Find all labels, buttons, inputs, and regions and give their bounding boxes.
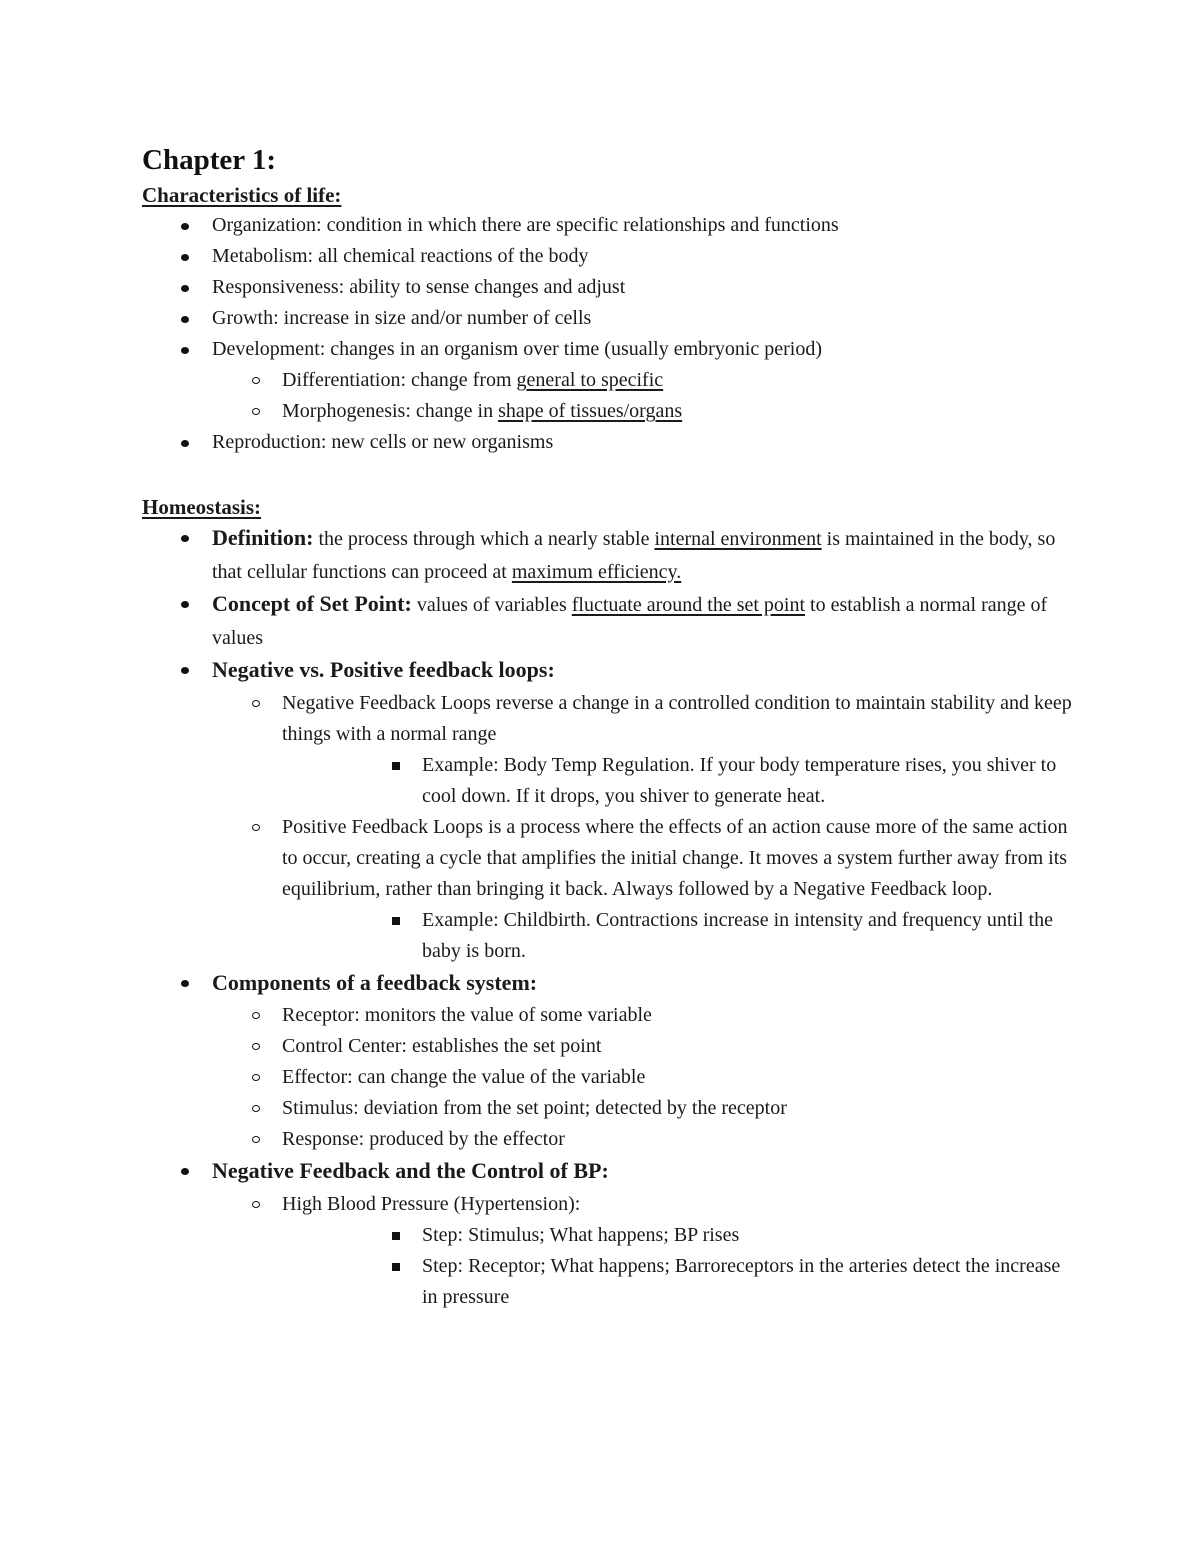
homeostasis-heading: Homeostasis: bbox=[142, 495, 261, 519]
characteristics-list bbox=[142, 210, 1072, 458]
list-item: Responsiveness: ability to sense changes and adjust bbox=[142, 272, 1072, 303]
circle-bullet-icon bbox=[252, 1074, 260, 1081]
bullet-icon bbox=[181, 440, 189, 447]
bullet-icon bbox=[181, 667, 189, 674]
feedback-loops-sublist bbox=[142, 688, 1072, 967]
list-item: Development: changes in an organism over time (usually embryonic period) Differentiation: change from general to specific Morphogenesis: change in shape of tissues/organs bbox=[142, 334, 1072, 427]
square-bullet-icon bbox=[392, 762, 400, 770]
notes-content bbox=[142, 140, 1072, 1313]
development-sublist bbox=[142, 365, 1072, 427]
circle-bullet-icon bbox=[252, 1105, 260, 1112]
square-bullet-icon bbox=[392, 1232, 400, 1240]
list-item: Negative Feedback Loops reverse a change in a controlled condition to maintain stability and keep things with a normal range Example: Body Temp Regulation. If your body temperature rises, you shiver to cool down. If it drops, you shiver to generate heat. bbox=[212, 688, 1072, 812]
list-item: Components of a feedback system: Receptor: monitors the value of some variable Control Center: establishes the set point Effector: can change the value of the variable Stimulus: deviation from the set point; detected by the receptor Response: produced by the effector bbox=[142, 967, 1072, 1156]
list-item: Differentiation: change from general to specific bbox=[212, 365, 1072, 396]
list-item: Morphogenesis: change in shape of tissues/organs bbox=[212, 396, 1072, 427]
bullet-icon bbox=[181, 601, 189, 608]
circle-bullet-icon bbox=[252, 1201, 260, 1208]
list-item: Definition: the process through which a nearly stable internal environment is maintained in the body, so that cellular functions can proceed at maximum efficiency. bbox=[142, 522, 1072, 588]
list-item: Step: Stimulus; What happens; BP rises bbox=[352, 1220, 1072, 1251]
list-item: Receptor: monitors the value of some variable bbox=[212, 1000, 1072, 1031]
bullet-icon bbox=[181, 285, 189, 292]
list-item: Negative Feedback and the Control of BP: High Blood Pressure (Hypertension): Step: Stimulus; What happens; BP rises Step: Receptor; What happens; Barroreceptors in the arteries detect the increase in pressure bbox=[142, 1155, 1072, 1313]
bullet-icon bbox=[181, 1168, 189, 1175]
chapter-title: Chapter 1: bbox=[142, 144, 276, 176]
circle-bullet-icon bbox=[252, 1043, 260, 1050]
circle-bullet-icon bbox=[252, 700, 260, 707]
list-item: Reproduction: new cells or new organisms bbox=[142, 427, 1072, 458]
list-item: High Blood Pressure (Hypertension): Step: Stimulus; What happens; BP rises Step: Receptor; What happens; Barroreceptors in the arteries detect the increase in pressure bbox=[212, 1189, 1072, 1313]
positive-example-sublist bbox=[212, 905, 1072, 967]
list-item: Positive Feedback Loops is a process where the effects of an action cause more of the same action to occur, creating a cycle that amplifies the initial change. It moves a system further away from its equilibrium, rather than bringing it back. Always followed by a Negative Feedback loop. Example: Childbirth. Contractions increase in intensity and frequency until the baby is born. bbox=[212, 812, 1072, 967]
list-item: Negative vs. Positive feedback loops: Negative Feedback Loops reverse a change in a controlled condition to maintain stability and keep things with a normal range Example: Body Temp Regulation. If your body temperature rises, you shiver to cool down. If it drops, you shiver to generate heat. Positive Feedback Loops is a process where the effects of an action cause more of the same action to occur, creating a cycle that amplifies the initial change. It moves a system further away from its equilibrium, rather than bringing it back. Always followed by a Negative Feedback loop. Example: Childbirth. Contractions increase in intensity and frequency until the baby is born. bbox=[142, 654, 1072, 967]
list-item: Metabolism: all chemical reactions of the body bbox=[142, 241, 1072, 272]
square-bullet-icon bbox=[392, 1263, 400, 1271]
bullet-icon bbox=[181, 347, 189, 354]
circle-bullet-icon bbox=[252, 824, 260, 831]
bp-steps-sublist bbox=[212, 1220, 1072, 1313]
list-item: Step: Receptor; What happens; Barroreceptors in the arteries detect the increase in pressure bbox=[352, 1251, 1072, 1313]
bullet-icon bbox=[181, 980, 189, 987]
characteristics-heading: Characteristics of life: bbox=[142, 183, 342, 207]
list-item: Organization: condition in which there are specific relationships and functions bbox=[142, 210, 1072, 241]
components-sublist bbox=[142, 1000, 1072, 1155]
list-item: Response: produced by the effector bbox=[212, 1124, 1072, 1155]
list-item: Example: Body Temp Regulation. If your body temperature rises, you shiver to cool down. If it drops, you shiver to generate heat. bbox=[352, 750, 1072, 812]
bullet-icon bbox=[181, 535, 189, 542]
list-item: Concept of Set Point: values of variables fluctuate around the set point to establish a normal range of values bbox=[142, 588, 1072, 654]
negative-example-sublist bbox=[212, 750, 1072, 812]
circle-bullet-icon bbox=[252, 377, 260, 384]
bp-sublist bbox=[142, 1189, 1072, 1313]
circle-bullet-icon bbox=[252, 408, 260, 415]
square-bullet-icon bbox=[392, 917, 400, 925]
list-item: Effector: can change the value of the variable bbox=[212, 1062, 1072, 1093]
homeostasis-list bbox=[142, 522, 1072, 1313]
circle-bullet-icon bbox=[252, 1136, 260, 1143]
circle-bullet-icon bbox=[252, 1012, 260, 1019]
list-item: Example: Childbirth. Contractions increase in intensity and frequency until the baby is born. bbox=[352, 905, 1072, 967]
bullet-icon bbox=[181, 316, 189, 323]
list-item: Growth: increase in size and/or number of cells bbox=[142, 303, 1072, 334]
list-item: Control Center: establishes the set point bbox=[212, 1031, 1072, 1062]
bullet-icon bbox=[181, 254, 189, 261]
list-item: Stimulus: deviation from the set point; detected by the receptor bbox=[212, 1093, 1072, 1124]
bullet-icon bbox=[181, 223, 189, 230]
